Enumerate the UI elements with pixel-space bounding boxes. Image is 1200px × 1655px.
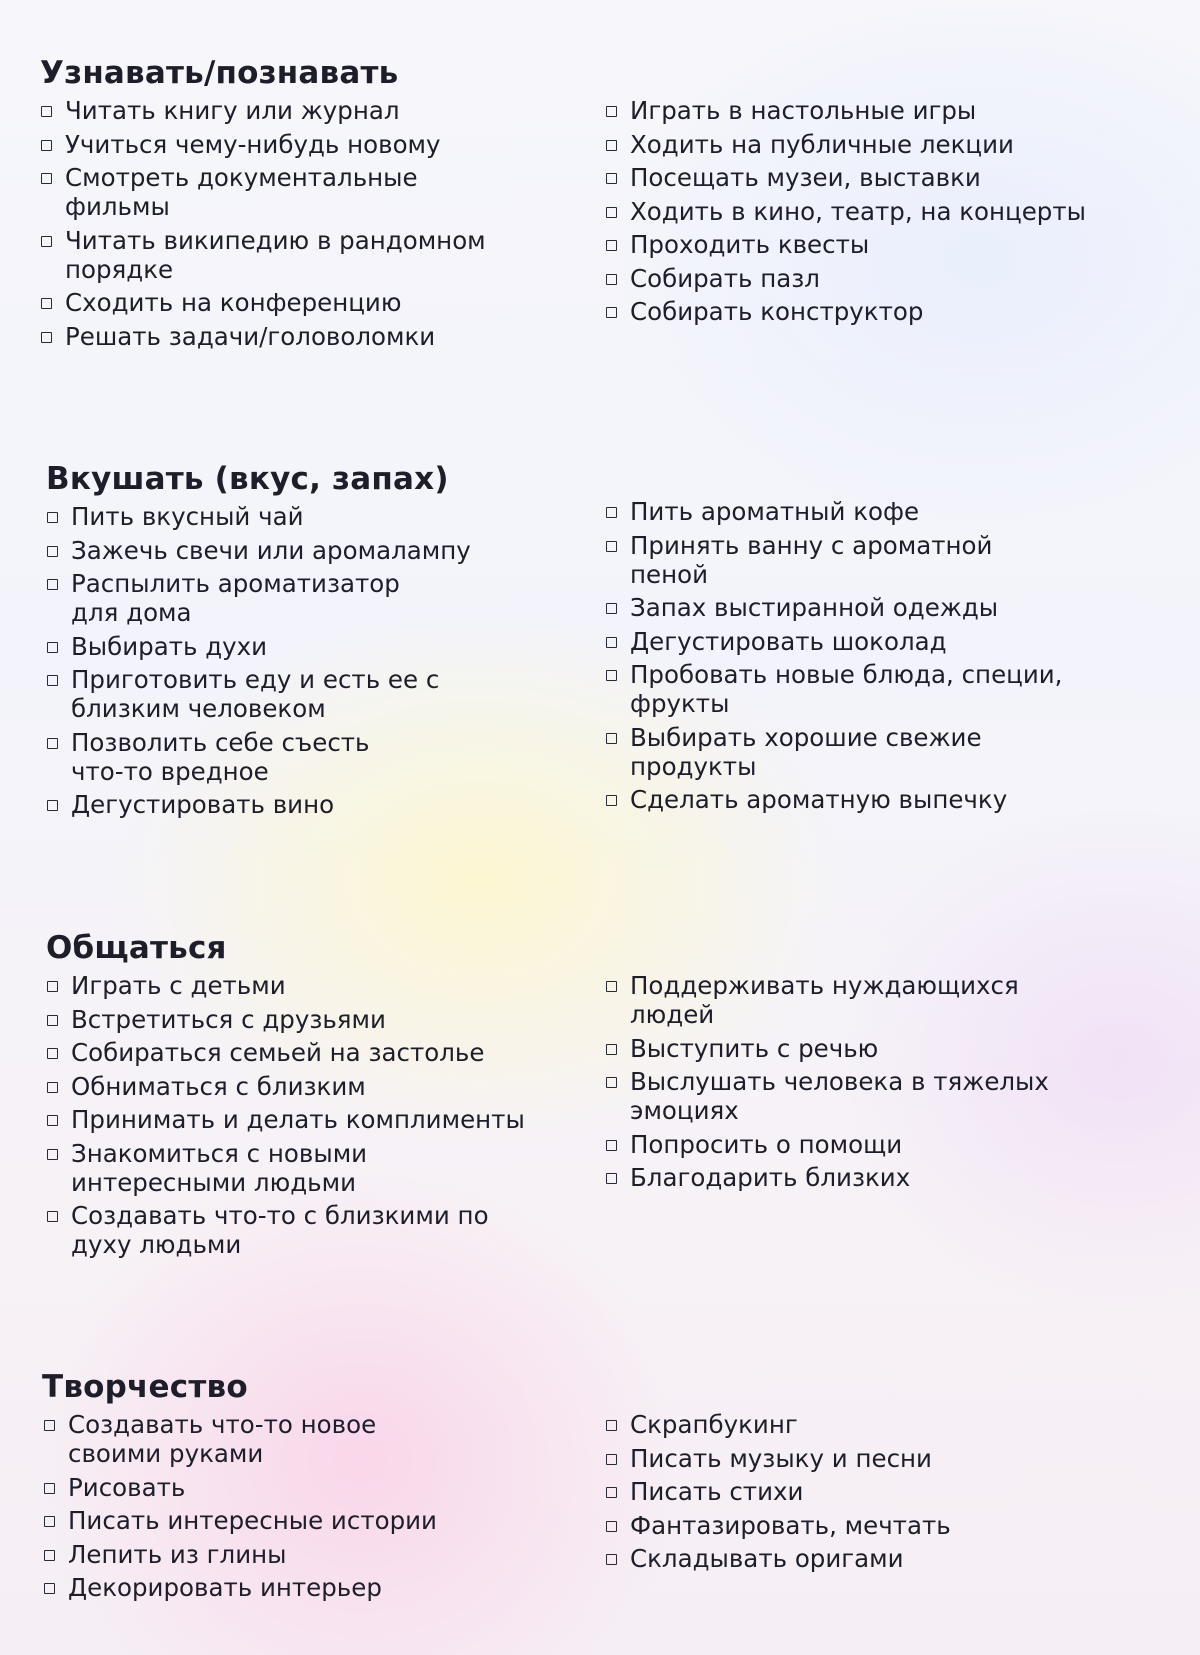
item-label: Распылить ароматизатор для дома [71, 569, 400, 627]
item-label: Посещать музеи, выставки [630, 163, 981, 192]
checklist-item[interactable] [605, 96, 1165, 125]
checklist-item[interactable] [40, 226, 525, 284]
item-label: Читать википедию в рандомном порядке [65, 225, 486, 284]
checkbox-icon[interactable] [606, 1077, 617, 1088]
checklist-item[interactable] [46, 1038, 556, 1067]
checklist-item[interactable] [605, 1477, 1075, 1506]
checklist-item[interactable] [605, 130, 1165, 159]
item-label: Собирать конструктор [630, 297, 924, 326]
checklist-item[interactable] [605, 531, 1025, 589]
item-label: Дегустировать шоколад [630, 626, 947, 656]
checklist-item[interactable] [46, 502, 516, 531]
item-label: Декорировать интерьер [68, 1573, 382, 1602]
item-label: Создавать что-то новое своими руками [68, 1410, 377, 1468]
checkbox-icon[interactable] [47, 1149, 58, 1160]
checklist-item[interactable] [605, 1067, 1055, 1125]
checkbox-icon[interactable] [41, 173, 52, 184]
checklist-left [46, 502, 516, 824]
checkbox-icon[interactable] [606, 274, 617, 285]
checkbox-icon[interactable] [606, 733, 617, 744]
item-label: Зажечь свечи или аромалампу [71, 535, 471, 565]
checklist-item[interactable] [605, 971, 1040, 1029]
checklist-item[interactable] [40, 288, 530, 317]
checklist-item[interactable] [46, 971, 556, 1000]
checkbox-icon[interactable] [606, 307, 617, 318]
checklist-item[interactable] [46, 728, 411, 786]
checklist-item[interactable] [40, 163, 450, 221]
item-label: Фантазировать, мечтать [630, 1510, 951, 1540]
checklist-item[interactable] [40, 96, 530, 125]
checklist-item[interactable] [605, 297, 1165, 326]
checkbox-icon[interactable] [47, 675, 58, 686]
checkbox-icon[interactable] [44, 1420, 55, 1431]
item-label: Решать задачи/головоломки [65, 321, 436, 351]
checklist-item[interactable] [46, 1201, 491, 1259]
item-label: Выступить с речью [630, 1033, 879, 1063]
item-label: Благодарить близких [630, 1163, 911, 1192]
item-label: Выслушать человека в тяжелых эмоциях [630, 1067, 1049, 1125]
checkbox-icon[interactable] [41, 332, 52, 343]
checklist-item[interactable] [43, 1540, 513, 1569]
checklist-item[interactable] [43, 1410, 413, 1468]
checkbox-icon[interactable] [606, 981, 617, 992]
checklist-item[interactable] [605, 1511, 1075, 1540]
checklist-item[interactable] [605, 497, 1075, 526]
item-label: Пить вкусный чай [71, 502, 304, 531]
checkbox-icon[interactable] [47, 800, 58, 811]
checklist-item[interactable] [46, 665, 456, 723]
checklist-item[interactable] [605, 197, 1165, 226]
checklist-item[interactable] [46, 790, 516, 819]
item-label: Пробовать новые блюда, специи, фрукты [630, 660, 1063, 718]
checklist-item[interactable] [46, 632, 516, 661]
item-label: Читать книгу или журнал [65, 96, 400, 125]
item-label: Сделать ароматную выпечку [630, 785, 1008, 814]
item-label: Играть в настольные игры [630, 96, 977, 125]
checkbox-icon[interactable] [47, 1082, 58, 1093]
item-label: Собирать пазл [630, 263, 820, 293]
item-label: Писать интересные истории [68, 1506, 437, 1535]
item-label: Встретиться с друзьями [71, 1004, 386, 1034]
checkbox-icon[interactable] [44, 1483, 55, 1494]
checkbox-icon[interactable] [41, 140, 52, 151]
item-label: Играть с детьми [71, 971, 286, 1000]
checklist-item[interactable] [605, 264, 1165, 293]
item-label: Учиться чему-нибудь новому [65, 129, 441, 159]
item-label: Рисовать [68, 1472, 186, 1502]
item-label: Попросить о помощи [630, 1129, 903, 1159]
checklist-item[interactable] [605, 1130, 1035, 1159]
checkbox-icon[interactable] [606, 670, 617, 681]
checklist-item[interactable] [46, 569, 446, 627]
checklist-right [605, 96, 1165, 331]
item-label: Знакомиться с новыми интересными людьми [71, 1138, 368, 1197]
item-label: Ходить в кино, театр, на концерты [630, 196, 1086, 226]
checklist-item[interactable] [605, 1410, 1075, 1439]
item-label: Выбирать хорошие свежие продукты [630, 722, 982, 781]
checklist-item[interactable] [46, 1139, 416, 1197]
item-label: Собираться семьей на застолье [71, 1038, 485, 1067]
item-label: Лепить из глины [68, 1539, 287, 1569]
checkbox-icon[interactable] [44, 1583, 55, 1594]
item-label: Складывать оригами [630, 1544, 904, 1573]
checkbox-icon[interactable] [606, 1140, 617, 1151]
checkbox-icon[interactable] [47, 1115, 58, 1126]
checklist-right [605, 971, 1049, 1197]
checklist-item[interactable] [605, 230, 1165, 259]
checkbox-icon[interactable] [47, 1048, 58, 1059]
checkbox-icon[interactable] [47, 512, 58, 523]
checkbox-icon[interactable] [606, 795, 617, 806]
item-label: Создавать что-то с близкими по духу людьми [71, 1201, 489, 1259]
checkbox-icon[interactable] [44, 1550, 55, 1561]
checklist-item[interactable] [46, 1072, 556, 1101]
item-label: Ходить на публичные лекции [630, 129, 1014, 159]
section-title: Общаться [46, 930, 227, 966]
checkbox-icon[interactable] [606, 140, 617, 151]
section-title: Узнавать/познавать [40, 55, 399, 91]
section-title: Творчество [42, 1369, 248, 1405]
checkbox-icon[interactable] [606, 1454, 617, 1465]
checkbox-icon[interactable] [44, 1516, 55, 1527]
checkbox-icon[interactable] [606, 173, 617, 184]
checkbox-icon[interactable] [47, 738, 58, 749]
checkbox-icon[interactable] [606, 1044, 617, 1055]
checkbox-icon[interactable] [47, 1015, 58, 1026]
checkbox-icon[interactable] [606, 240, 617, 251]
checklist-item[interactable] [605, 660, 1090, 718]
checklist-left [46, 971, 556, 1264]
checkbox-icon[interactable] [606, 1487, 617, 1498]
checkbox-icon[interactable] [47, 546, 58, 557]
checklist-item[interactable] [605, 1163, 1035, 1192]
checkbox-icon[interactable] [606, 507, 617, 518]
checklist-item[interactable] [605, 785, 1075, 814]
checklist-item[interactable] [605, 1444, 1075, 1473]
checkbox-icon[interactable] [47, 642, 58, 653]
item-label: Принять ванну с ароматной пеной [630, 530, 993, 589]
checkbox-icon[interactable] [606, 1554, 617, 1565]
checkbox-icon[interactable] [606, 637, 617, 648]
item-label: Запах выстиранной одежды [630, 593, 999, 622]
item-label: Проходить квесты [630, 230, 870, 259]
item-label: Писать стихи [630, 1477, 804, 1506]
checklist-item[interactable] [43, 1506, 513, 1535]
checklist-item[interactable] [43, 1473, 513, 1502]
item-label: Позволить себе съесть что-то вредное [71, 727, 370, 786]
checklist-item[interactable] [605, 163, 1165, 192]
checklist-left [43, 1410, 513, 1607]
checklist-item[interactable] [605, 1544, 1075, 1573]
checklist-item[interactable] [605, 627, 1075, 656]
item-label: Смотреть документальные фильмы [65, 163, 418, 221]
checkbox-icon[interactable] [606, 1521, 617, 1532]
checklist-item[interactable] [46, 1105, 556, 1134]
item-label: Скрапбукинг [630, 1410, 798, 1439]
checklist-left [40, 96, 530, 355]
item-label: Приготовить еду и есть ее с близким человеком [71, 665, 440, 723]
item-label: Выбирать духи [71, 631, 268, 661]
item-label: Пить ароматный кофе [630, 497, 920, 526]
item-label: Дегустировать вино [71, 790, 335, 819]
checkbox-icon[interactable] [41, 298, 52, 309]
item-label: Поддерживать нуждающихся людей [630, 971, 1019, 1029]
checkbox-icon[interactable] [606, 106, 617, 117]
item-label: Обниматься с близким [71, 1071, 366, 1101]
checklist-item[interactable] [43, 1573, 513, 1602]
checklist-item[interactable] [40, 130, 530, 159]
item-label: Писать музыку и песни [630, 1443, 932, 1473]
checkbox-icon[interactable] [47, 981, 58, 992]
checklist-item[interactable] [605, 723, 1015, 781]
checklist-item[interactable] [605, 1034, 1035, 1063]
checklist-item[interactable] [46, 536, 516, 565]
checklist-item[interactable] [40, 322, 530, 351]
checkbox-icon[interactable] [606, 603, 617, 614]
checklist-item[interactable] [605, 593, 1075, 622]
item-label: Принимать и делать комплименты [71, 1105, 525, 1134]
checkbox-icon[interactable] [606, 541, 617, 552]
checkbox-icon[interactable] [606, 1420, 617, 1431]
checklist-right [605, 497, 1075, 819]
checkbox-icon[interactable] [606, 1173, 617, 1184]
checkbox-icon[interactable] [41, 236, 52, 247]
section-title: Вкушать (вкус, запах) [46, 461, 449, 497]
checkbox-icon[interactable] [41, 106, 52, 117]
item-label: Сходить на конференцию [65, 288, 402, 317]
checkbox-icon[interactable] [47, 1211, 58, 1222]
checkbox-icon[interactable] [606, 207, 617, 218]
checkbox-icon[interactable] [47, 579, 58, 590]
checklist-right [605, 1410, 1075, 1578]
checklist-item[interactable] [46, 1005, 556, 1034]
